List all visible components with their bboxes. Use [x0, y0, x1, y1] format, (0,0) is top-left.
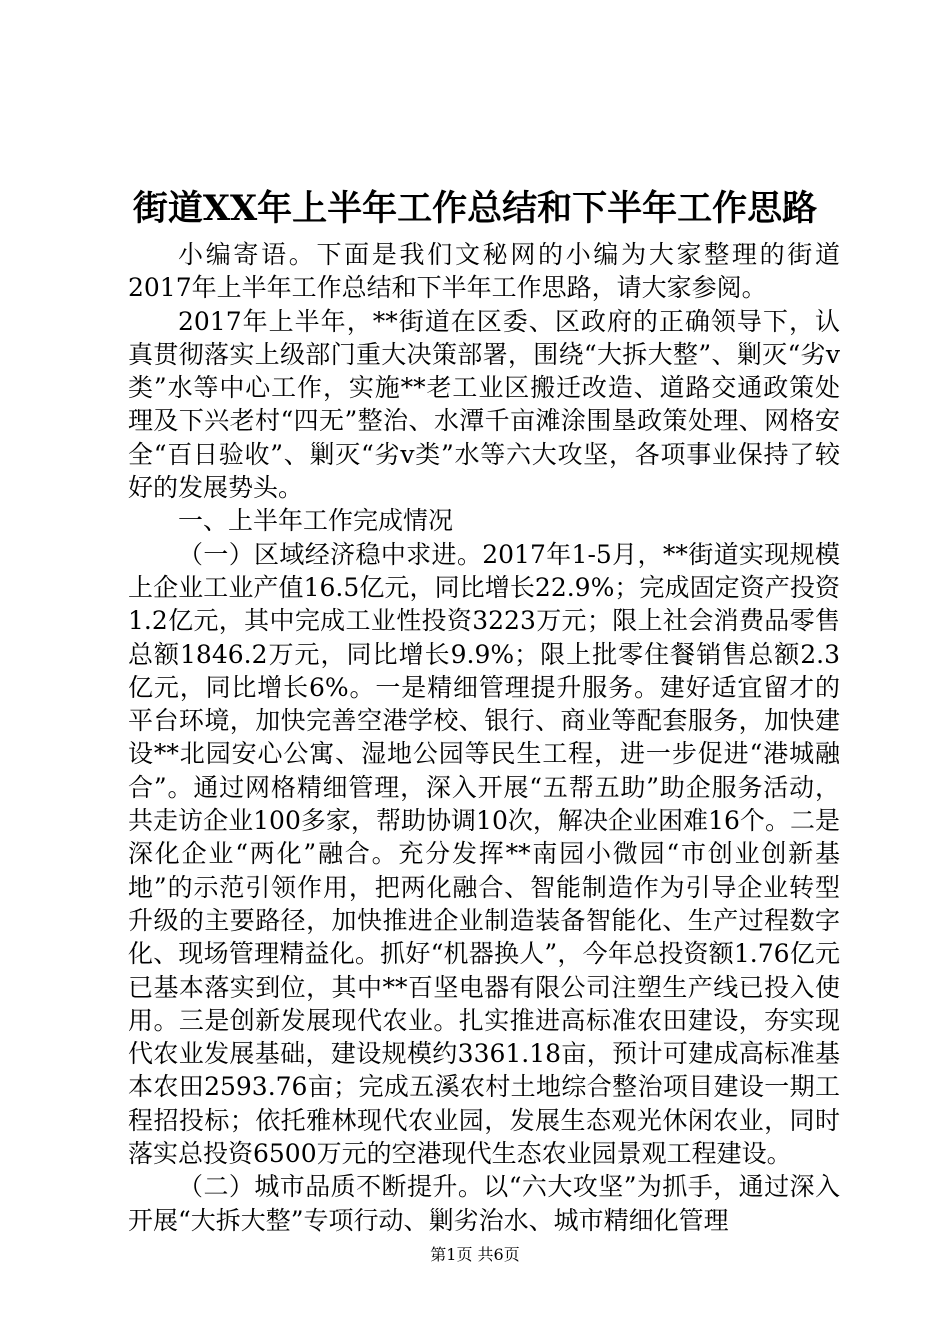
page-footer: 第1页 共6页: [430, 1245, 520, 1264]
document-body: [128, 238, 840, 1237]
section-heading: 一、上半年工作完成情况: [178, 506, 454, 536]
document-title: 街道XX年上半年工作总结和下半年工作思路: [132, 188, 818, 229]
paragraph-intro: 小编寄语。下面是我们文秘网的小编为大家整理的街道2017年上半年工作总结和下半年工作思路，请大家参阅。: [128, 240, 840, 303]
paragraph-overview: 2017年上半年，**街道在区委、区政府的正确领导下，认真贯彻落实上级部门重大决策部署，围绕“大拆大整”、剿灭“劣v类”水等中心工作，实施**老工业区搬迁改造、道路交通政策处理及下兴老村“四无”整治、水潭千亩滩涂围垦政策处理、网格安全“百日验收”、剿灭“劣v类”水等六大攻坚，各项事业保持了较好的发展势头。: [128, 306, 840, 503]
paragraph-city-quality: （二）城市品质不断提升。以“六大攻坚”为抓手，通过深入开展“大拆大整”专项行动、剿劣治水、城市精细化管理: [128, 1172, 840, 1235]
paragraph-economy: （一）区域经济稳中求进。2017年1-5月，**街道实现规模上企业工业产值16.5亿元，同比增长22.9%；完成固定资产投资1.2亿元，其中完成工业性投资3223万元；限上社会消费品零售总额1846.2万元，同比增长9.9%；限上批零住餐销售总额2.3亿元，同比增长6%。一是精细管理提升服务。建好适宜留才的平台环境，加快完善空港学校、银行、商业等配套服务，加快建设**北园安心公寓、湿地公园等民生工程，进一步促进“港城融合”。通过网格精细管理，深入开展“五帮五助”助企服务活动，共走访企业100多家，帮助协调10次，解决企业困难16个。二是深化企业“两化”融合。充分发挥**南园小微园“市创业创新基地”的示范引领作用，把两化融合、智能制造作为引导企业转型升级的主要路径，加快推进企业制造装备智能化、生产过程数字化、现场管理精益化。抓好“机器换人”，今年总投资额1.76亿元已基本落实到位，其中**百坚电器有限公司注塑生产线已投入使用。三是创新发展现代农业。扎实推进高标准农田建设，夯实现代农业发展基础，建设规模约3361.18亩，预计可建成高标准基本农田2593.76亩；完成五溪农村土地综合整治项目建设一期工程招投标；依托雅林现代农业园，发展生态观光休闲农业，同时落实总投资6500万元的空港现代生态农业园景观工程建设。: [128, 539, 840, 1169]
